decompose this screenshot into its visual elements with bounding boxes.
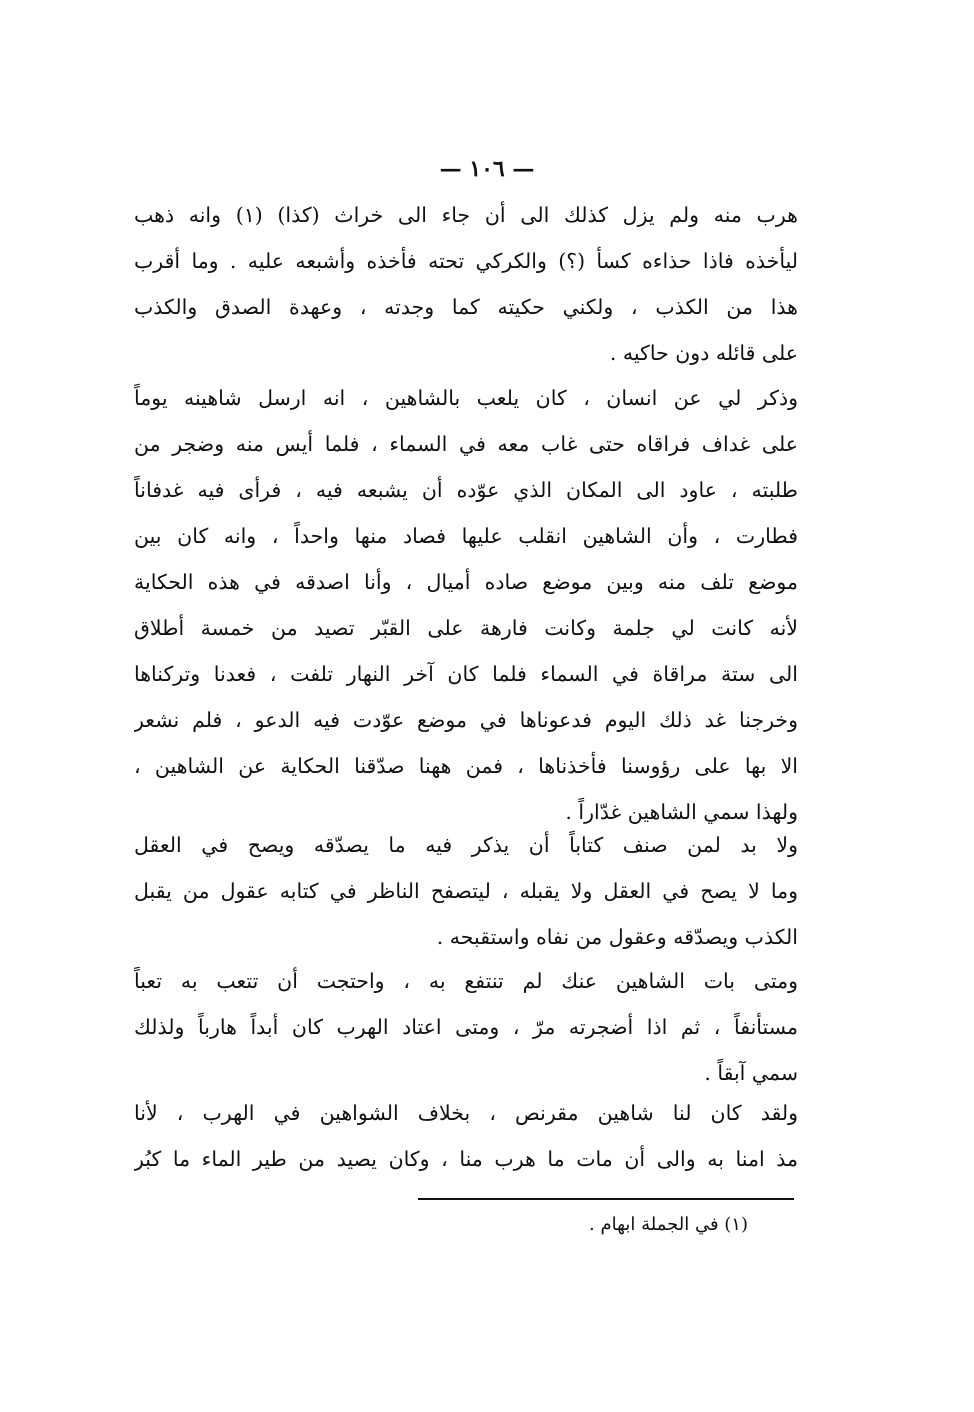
text-line: ليأخذه فاذا حذاءه كسأ (؟) والكركي تحته فأخذه وأشبعه عليه . وما أقرب (134, 249, 798, 273)
text-line: هرب منه ولم يزل كذلك الى أن جاء الى خراث (كذا) (١) وانه ذهب (134, 203, 798, 227)
text-line: على قائله دون حاكيه . (609, 341, 798, 365)
text-line: الكذب ويصدّقه وعقول من نفاه واستقبحه . (436, 925, 798, 949)
text-line: وما لا يصح في العقل ولا يقبله ، ليتصفح الناظر في كتابه عقول من يقبل (134, 879, 798, 903)
text-line: على غداف فراقاه حتى غاب معه في السماء ، فلما أيس منه وضجر من (134, 432, 798, 456)
footnote-separator (418, 1198, 794, 1200)
text-line: ولا بد لمن صنف كتاباً أن يذكر فيه ما يصدّقه ويصح في العقل (134, 833, 798, 857)
text-line: الى ستة مراقاة في السماء فلما كان آخر النهار تلفت ، فعدنا وتركناها (134, 662, 798, 686)
paragraph-1 (134, 192, 798, 376)
text-line: لأنه كانت لي جلمة وكانت فارهة على القبّر تصيد من خمسة أطلاق (134, 616, 798, 640)
text-line: سمي آبقاً . (704, 1061, 798, 1085)
page-number: — ١٠٦ — (439, 156, 535, 182)
text-line: الا بها على رؤوسنا فأخذناها ، فمن ههنا صدّقنا الحكاية عن الشاهين ، (134, 754, 798, 778)
text-line: ولقد كان لنا شاهين مقرنص ، بخلاف الشواهين في الهرب ، لأنا (134, 1101, 798, 1125)
paragraph-4 (134, 958, 798, 1096)
text-line: موضع تلف منه وبين موضع صاده أميال ، وأنا اصدقه في هذه الحكاية (134, 570, 798, 594)
text-line: ولهذا سمي الشاهين غدّاراً . (565, 800, 798, 824)
text-line: مذ امنا به والى أن مات ما هرب منا ، وكان يصيد من طير الماء ما كبُر (134, 1147, 798, 1171)
text-line: هذا من الكذب ، ولكني حكيته كما وجدته ، وعهدة الصدق والكذب (134, 295, 798, 319)
text-line: مستأنفاً ، ثم اذا أضجرته مرّ ، ومتى اعتاد الهرب كان أبداً هارباً ولذلك (134, 1015, 798, 1039)
paragraph-3 (134, 822, 798, 960)
text-line: طلبته ، عاود الى المكان الذي عوّده أن يشبعه فيه ، فرأى فيه غدفاناً (134, 478, 798, 502)
text-line: فطارت ، وأن الشاهين انقلب عليها فصاد منها واحداً ، وانه كان بين (134, 524, 798, 548)
text-line: ومتى بات الشاهين عنك لم تنتفع به ، واحتجت أن تتعب به تعباً (134, 969, 798, 993)
paragraph-2 (134, 375, 798, 835)
paragraph-5 (134, 1090, 798, 1182)
text-line: وذكر لي عن انسان ، كان يلعب بالشاهين ، انه ارسل شاهينه يوماً (134, 386, 798, 410)
footnote: (١) في الجملة ابهام . (589, 1214, 748, 1235)
text-line: وخرجنا غد ذلك اليوم فدعوناها في موضع عوّدت فيه الدعو ، فلم نشعر (134, 708, 798, 732)
